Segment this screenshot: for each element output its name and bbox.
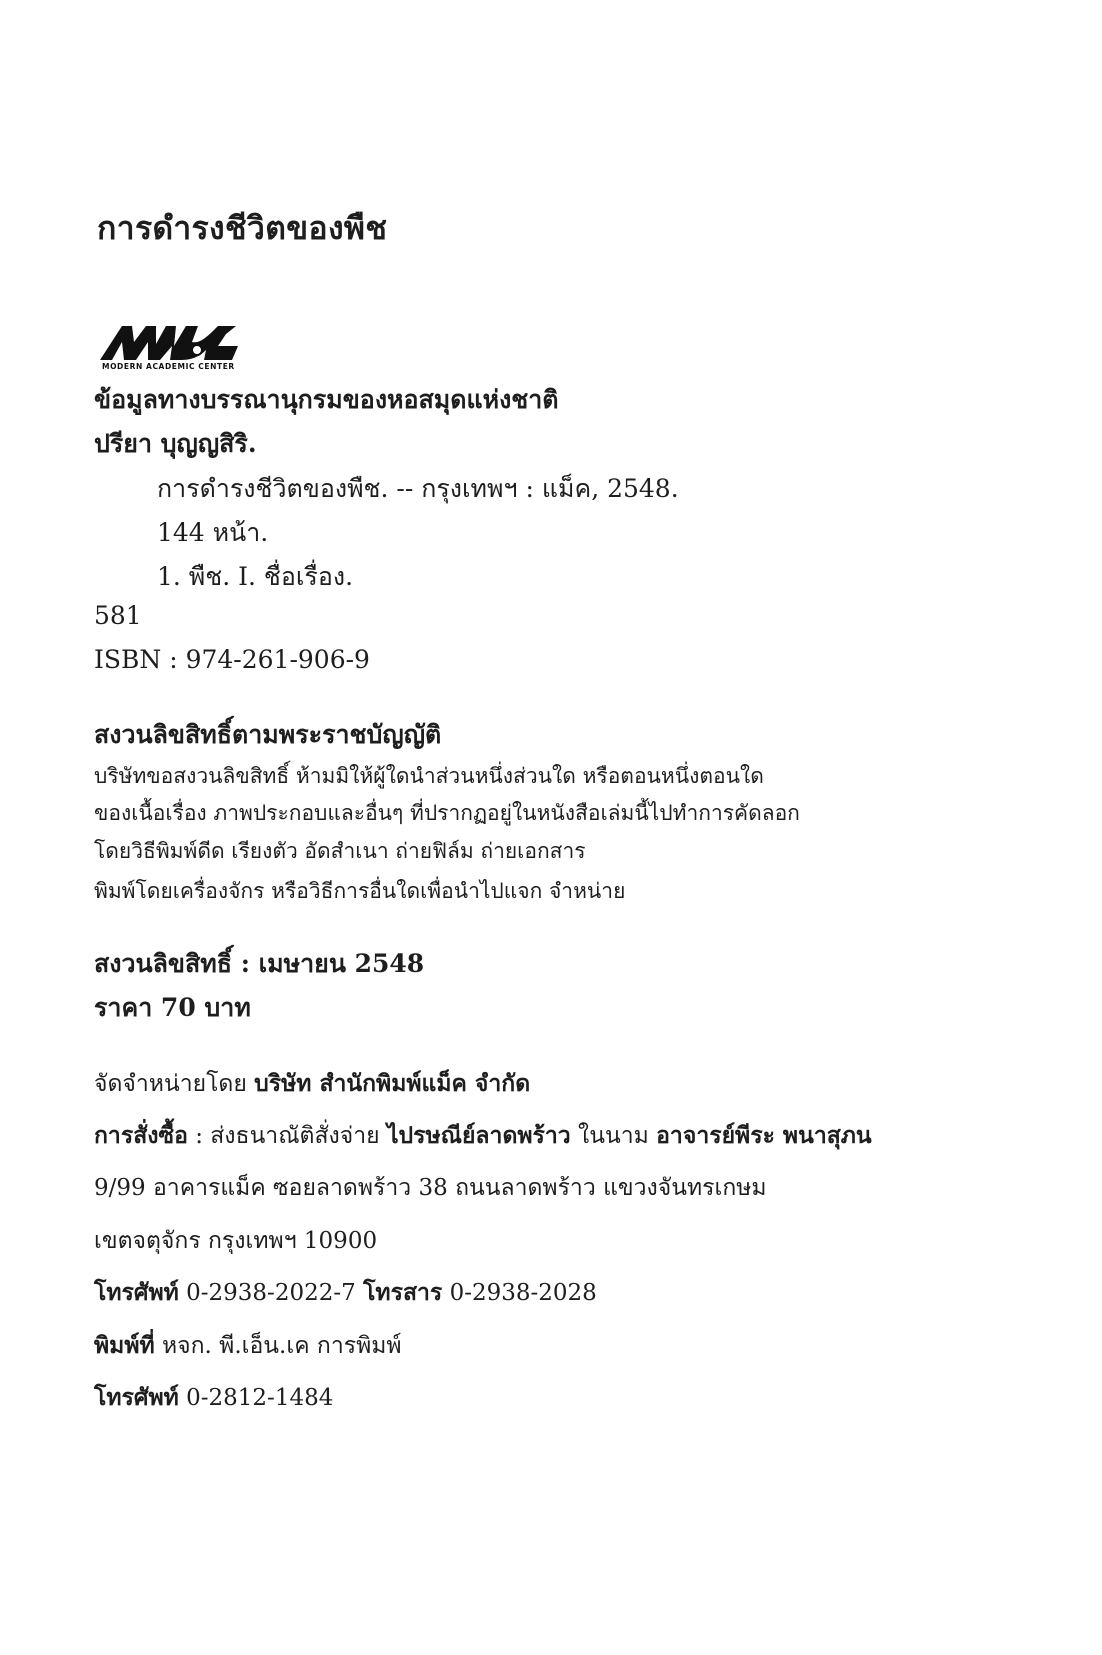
copyright-line: โดยวิธีพิมพ์ดีด เรียงตัว อัดสำเนา ถ่ายฟิล์ม ถ่ายเอกสาร [94, 839, 586, 863]
printer-phone-label: โทรศัพท์ [94, 1384, 179, 1411]
catalog-pages: 144 หน้า. [157, 518, 269, 547]
fax-number: 0-2938-2028 [442, 1280, 597, 1306]
phone-number: 0-2938-2022-7 [178, 1280, 364, 1306]
copyright-heading: สงวนลิขสิทธิ์ตามพระราชบัญญัติ [94, 720, 442, 749]
printer-label: พิมพ์ที่ [94, 1332, 155, 1359]
fax-label: โทรสาร [363, 1279, 443, 1306]
catalog-title-line: การดำรงชีวิตของพืช. -- กรุงเทพฯ : แม็ค, 2548. [157, 474, 679, 503]
price: ราคา 70 บาท [94, 993, 251, 1022]
ordering-post-office: ไปรษณีย์ลาดพร้าว [386, 1122, 571, 1149]
logo-caption: MODERN ACADEMIC CENTER [102, 362, 235, 371]
address-line-1: 9/99 อาคารแม็ค ซอยลาดพร้าว 38 ถนนลาดพร้าว แขวงจันทรเกษม [94, 1175, 767, 1201]
printer-line [94, 1328, 402, 1364]
copyright-date: สงวนลิขสิทธิ์ : เมษายน 2548 [94, 949, 425, 978]
printer-name: หจก. พี.เอ็น.เค การพิมพ์ [154, 1333, 402, 1359]
mac-logo-icon [100, 320, 240, 362]
catalog-heading: ข้อมูลทางบรรณานุกรมของหอสมุดแห่งชาติ [94, 385, 559, 414]
printer-phone-line [94, 1380, 333, 1416]
catalog-class-number: 581 [94, 601, 142, 630]
contact-line [94, 1275, 597, 1311]
catalog-author: ปรียา บุญญสิริ. [94, 429, 257, 458]
address-line-2: เขตจตุจักร กรุงเทพฯ 10900 [94, 1228, 378, 1254]
distribution-company: บริษัท สำนักพิมพ์แม็ค จำกัด [254, 1070, 531, 1097]
ordering-label: การสั่งซื้อ [94, 1122, 188, 1149]
ordering-line [94, 1118, 872, 1154]
book-title: การดำรงชีวิตของพืช [97, 209, 388, 247]
catalog-subjects: 1. พืช. I. ชื่อเรื่อง. [157, 562, 354, 591]
ordering-text: : ส่งธนาณัติสั่งจ่าย [187, 1123, 387, 1149]
copyright-line: พิมพ์โดยเครื่องจักร หรือวิธีการอื่นใดเพื่อนำไปแจก จำหน่าย [94, 879, 626, 903]
copyright-line: ของเนื้อเรื่อง ภาพประกอบและอื่นๆ ที่ปรากฏอยู่ในหนังสือเล่มนี้ไปทำการคัดลอก [94, 801, 800, 825]
distribution-line [94, 1066, 530, 1102]
ordering-text: ในนาม [570, 1123, 657, 1149]
ordering-payee: อาจารย์พีระ พนาสุภน [656, 1122, 872, 1149]
catalog-isbn: ISBN : 974-261-906-9 [94, 645, 370, 674]
copyright-line: บริษัทขอสงวนลิขสิทธิ์ ห้ามมิให้ผู้ใดนำส่วนหนึ่งส่วนใด หรือตอนหนึ่งตอนใด [94, 764, 764, 788]
printer-phone-number: 0-2812-1484 [178, 1385, 334, 1411]
publisher-logo [100, 320, 240, 376]
distribution-label: จัดจำหน่ายโดย [94, 1071, 255, 1097]
phone-label: โทรศัพท์ [94, 1279, 179, 1306]
